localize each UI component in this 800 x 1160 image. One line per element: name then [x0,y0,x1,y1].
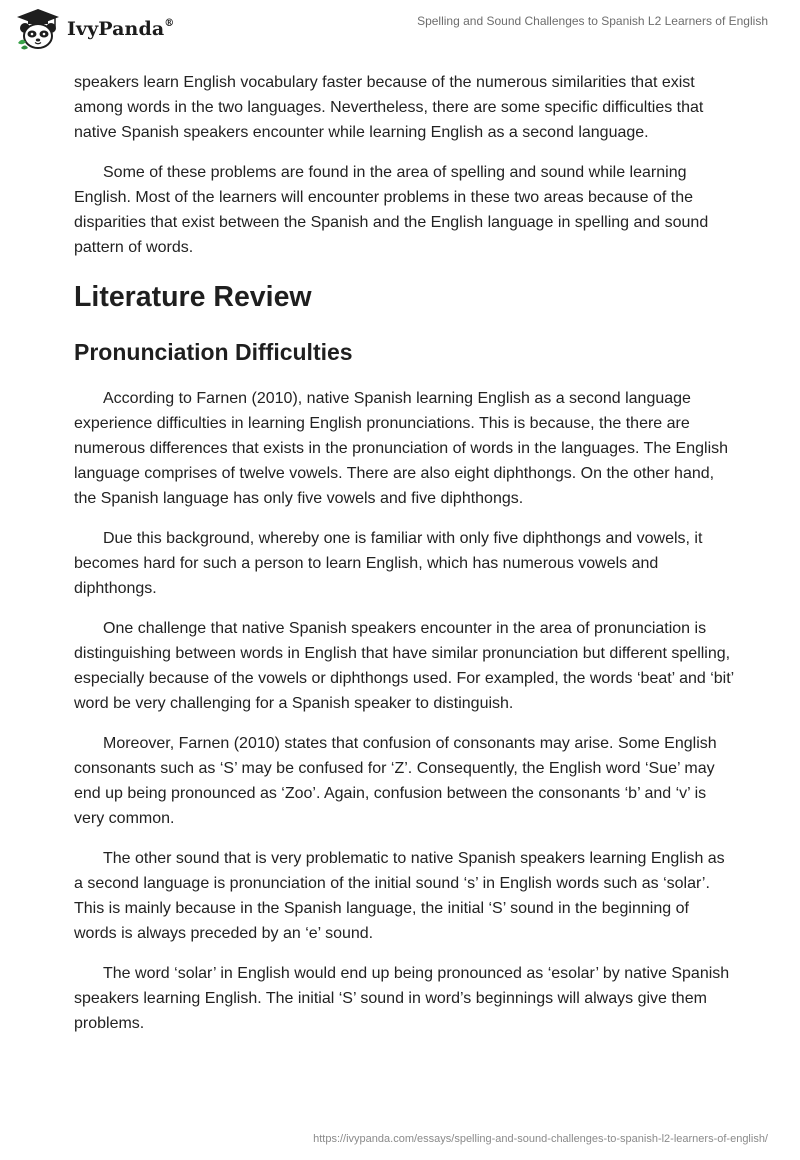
paragraph: Moreover, Farnen (2010) states that confusion of consonants may arise. Some English consonants such as ‘S’ may be confused for ‘Z’. Consequently, the English word ‘Sue’ may end up being pronounced as ‘Zoo’. Again, confusion between the consonants ‘b’ and ‘v’ is very common. [74,735,717,827]
ivypanda-logo[interactable] [15,7,174,51]
heading-literature-review: Literature Review [74,281,312,313]
paragraph: One challenge that native Spanish speakers encounter in the area of pronunciation is distinguishing between words in English that have similar pronunciation but different spelling, especially because of the vowels or diphthongs used. For exampled, the words ‘beat’ and ‘bit’ word be very challenging for a Spanish speaker to distinguish. [74,620,734,712]
paragraph: The word ‘solar’ in English would end up being pronounced as ‘esolar’ by native Spanish speakers learning English. The initial ‘S’ sound in word’s beginnings will always give them problems. [74,965,730,1032]
panda-graduation-icon [15,7,61,51]
paragraph: The other sound that is very problematic to native Spanish speakers learning English as a second language is pronunciation of the initial sound ‘s’ in English words such as ‘solar’. This is mainly because in the Spanish language, the initial ‘S’ sound in the beginning of words is always preceded by an ‘e’ sound. [74,850,725,942]
source-url[interactable]: https://ivypanda.com/essays/spelling-and-sound-challenges-to-spanish-l2-learners-of-english/ [313,1133,768,1145]
page-header [0,0,800,62]
paragraph-intro-continued: speakers learn English vocabulary faster because of the numerous similarities that exist among words in the two languages. Nevertheless, there are some specific difficulties that native Spanish speakers encounter while learning English as a second language. [74,74,704,141]
paragraph: Due this background, whereby one is familiar with only five diphthongs and vowels, it becomes hard for such a person to learn English, which has numerous vowels and diphthongs. [74,530,703,597]
document-title: Spelling and Sound Challenges to Spanish L2 Learners of English [417,14,768,28]
heading-pronunciation-difficulties: Pronunciation Difficulties [74,339,353,365]
registered-mark: ® [164,17,175,29]
essay-body [74,70,734,1051]
paragraph: According to Farnen (2010), native Spanish learning English as a second language experience difficulties in learning English pronunciations. This is because, the there are numerous differences that exists in the pronunciation of words in the languages. The English language comprises of twelve vowels. There are also eight diphthongs. On the other hand, the Spanish language has only five vowels and five diphthongs. [74,390,729,507]
paragraph-intro-2: Some of these problems are found in the area of spelling and sound while learning English. Most of the learners will encounter problems in these two areas because of the disparities that exist between the Spanish and the English language in spelling and sound pattern of words. [74,164,709,256]
logo-wordmark: IvyPanda® [67,17,175,40]
